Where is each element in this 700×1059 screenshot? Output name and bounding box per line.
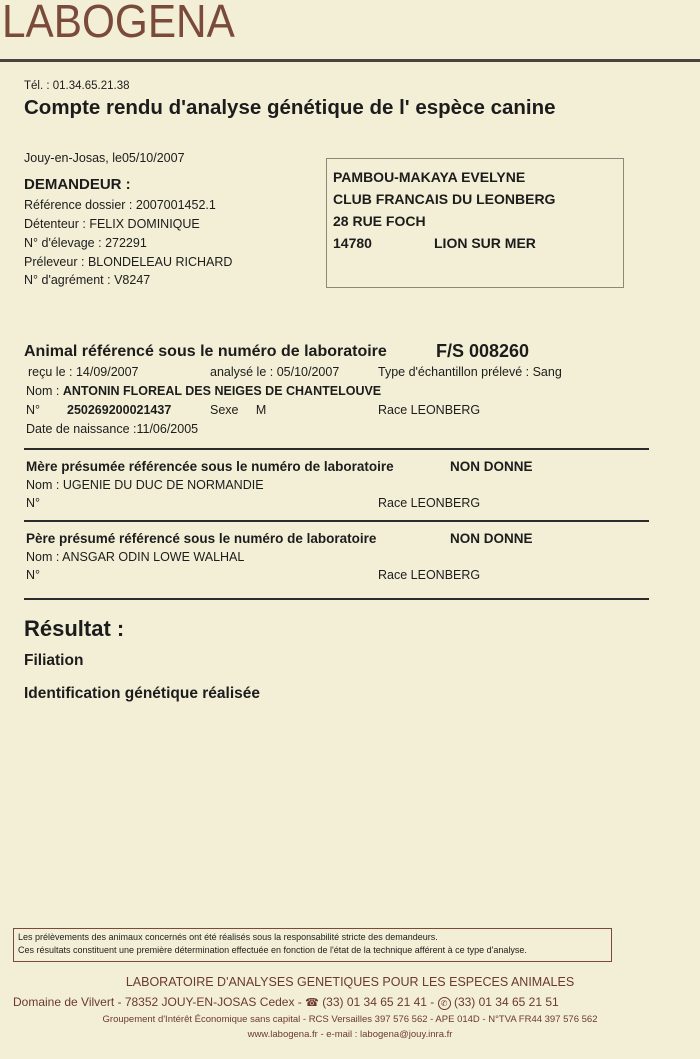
animal-name: ANTONIN FLOREAL DES NEIGES DE CHANTELOUVE	[62, 384, 382, 398]
header-rule	[0, 59, 700, 62]
resultat-line-2: Identification génétique réalisée	[24, 685, 261, 702]
elevage	[24, 236, 147, 250]
recu-value: 14/09/2007	[75, 365, 139, 379]
fax-icon: ✆	[438, 997, 451, 1010]
footer-lab-name: LABORATOIRE D'ANALYSES GENETIQUES POUR LES ESPECES ANIMALES	[125, 975, 575, 989]
place-date: Jouy-en-Josas, le05/10/2007	[24, 151, 185, 165]
ref-label: Référence dossier :	[24, 198, 133, 212]
animal-lab-number: F/S 008260	[436, 341, 530, 361]
animal-race	[378, 403, 480, 417]
section-rule-2	[24, 520, 649, 522]
animal-no-label: N°	[26, 403, 41, 417]
mere-heading: Mère présumée référencée sous le numéro de laboratoire	[26, 459, 394, 474]
address-line-3: 28 RUE FOCH	[333, 213, 426, 229]
race-value: LEONBERG	[410, 403, 481, 417]
analyse-le	[210, 365, 339, 379]
agrement	[24, 273, 150, 287]
disclaimer-line-2: Ces résultats constituent une première détermination effectuée en fonction de l'état de la technique afférent à ce type d'analyse.	[18, 945, 527, 955]
pere-name: ANSGAR ODIN LOWE WALHAL	[62, 550, 245, 564]
analyse-label: analysé le :	[210, 365, 274, 379]
animal-sexe	[210, 403, 266, 417]
pere-heading: Père présumé référencé sous le numéro de laboratoire	[26, 531, 377, 546]
phone-number: Tél. : 01.34.65.21.38	[24, 80, 130, 92]
animal-no-value: 250269200021437	[67, 403, 172, 417]
sample-type	[378, 365, 562, 379]
address-city: LION SUR MER	[434, 235, 536, 251]
race-label: Race	[378, 403, 408, 417]
footer-contact: www.labogena.fr - e-mail : labogena@jouy.inra.fr	[247, 1029, 453, 1040]
type-label: Type d'échantillon prélevé :	[378, 365, 530, 379]
detenteur-label: Détenteur :	[24, 217, 86, 231]
footer-address: Domaine de Vilvert - 78352 JOUY-EN-JOSAS Cedex -	[13, 995, 302, 1009]
detenteur	[24, 217, 200, 231]
pere-race-value: LEONBERG	[410, 568, 481, 582]
preleveur-value: BLONDELEAU RICHARD	[87, 255, 233, 269]
mere-nom-label: Nom :	[26, 478, 60, 492]
preleveur	[24, 255, 232, 269]
mere-race-label: Race	[378, 496, 408, 510]
document-title: Compte rendu d'analyse génétique de l' espèce canine	[24, 96, 556, 119]
mere-race-value: LEONBERG	[410, 496, 481, 510]
elevage-value: 272291	[105, 236, 147, 250]
agrement-value: V8247	[114, 273, 151, 287]
labogena-logo: LABOGENA	[2, 0, 235, 47]
animal-heading: Animal référencé sous le numéro de laboratoire	[24, 343, 387, 360]
address-line-2: CLUB FRANCAIS DU LEONBERG	[333, 191, 556, 207]
demandeur-heading: DEMANDEUR :	[24, 176, 131, 193]
reference-dossier	[24, 198, 216, 212]
pere-no-label: N°	[26, 568, 41, 582]
mere-name-row	[26, 478, 264, 492]
nom-label: Nom :	[26, 384, 60, 398]
mere-name: UGENIE DU DUC DE NORMANDIE	[62, 478, 264, 492]
preleveur-label: Préleveur :	[24, 255, 85, 269]
pere-nom-label: Nom :	[26, 550, 60, 564]
section-rule-1	[24, 448, 649, 450]
mere-race	[378, 496, 480, 510]
pere-race	[378, 568, 480, 582]
resultat-heading: Résultat :	[24, 616, 125, 641]
address-line-1: PAMBOU-MAKAYA EVELYNE	[333, 169, 526, 185]
footer-address-row	[13, 995, 559, 1010]
disclaimer-line-1: Les prélèvements des animaux concernés ont été réalisés sous la responsabilité stricte des demandeurs.	[18, 932, 438, 942]
detenteur-value: FELIX DOMINIQUE	[89, 217, 200, 231]
analyse-value: 05/10/2007	[276, 365, 340, 379]
recu-le	[28, 365, 139, 379]
agrement-label: N° d'agrément :	[24, 273, 111, 287]
section-rule-3	[24, 598, 649, 600]
mere-lab-number: NON DONNE	[450, 459, 533, 474]
mere-no-label: N°	[26, 496, 41, 510]
animal-name-row	[26, 384, 381, 398]
sexe-label: Sexe	[210, 403, 239, 417]
pere-race-label: Race	[378, 568, 408, 582]
footer-legal: Groupement d'Intérêt Économique sans capital - RCS Versailles 397 576 562 - APE 014D - N°TVA FR44 397 576 562	[102, 1014, 598, 1025]
recu-label: reçu le :	[28, 365, 73, 379]
sexe-value: M	[255, 403, 267, 417]
footer-fax: (33) 01 34 65 21 51	[453, 995, 559, 1009]
resultat-line-1: Filiation	[24, 652, 84, 669]
footer-phone: (33) 01 34 65 21 41 -	[322, 995, 435, 1009]
phone-icon: ☎	[305, 997, 319, 1009]
pere-name-row	[26, 550, 244, 564]
elevage-label: N° d'élevage :	[24, 236, 102, 250]
pere-lab-number: NON DONNE	[450, 531, 533, 546]
animal-birthdate: Date de naissance :11/06/2005	[26, 422, 199, 436]
ref-value: 2007001452.1	[135, 198, 216, 212]
address-postcode: 14780	[333, 235, 372, 251]
type-value: Sang	[532, 365, 562, 379]
